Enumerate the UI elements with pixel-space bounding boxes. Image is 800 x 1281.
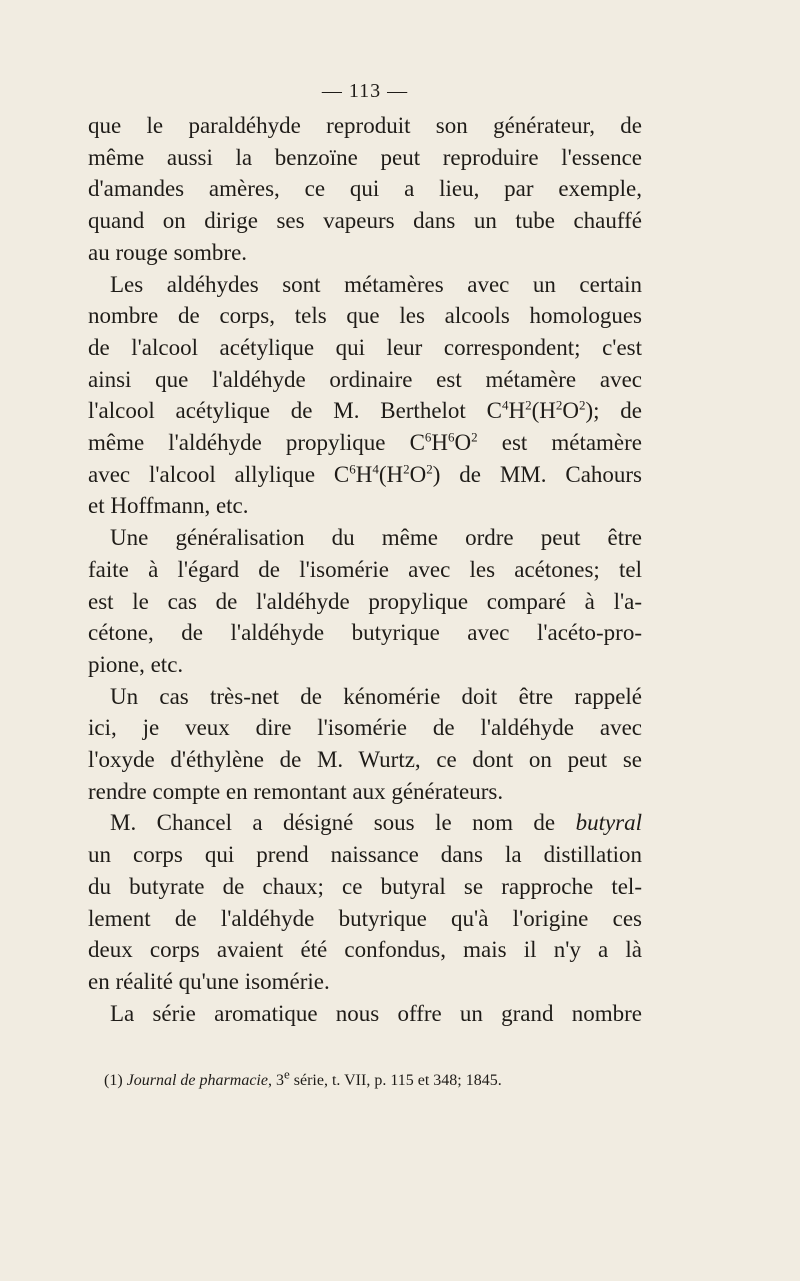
text-fragment: même l'aldéhyde propylique bbox=[88, 430, 386, 456]
text-line: lement de l'aldéhyde butyrique qu'à l'origine ces bbox=[88, 905, 642, 931]
text-line: ainsi que l'aldéhyde ordinaire est métamère avec bbox=[88, 366, 642, 392]
text-line: nombre de corps, tels que les alcools homologues bbox=[88, 303, 642, 329]
text-line: faite à l'égard de l'isomérie avec les acétones; tel bbox=[88, 556, 642, 582]
text-line-with-italic bbox=[88, 807, 642, 839]
paragraph-5 bbox=[88, 807, 642, 997]
text-line: rendre compte en remontant aux générateurs. bbox=[88, 778, 504, 804]
body-text bbox=[88, 110, 642, 1029]
footnote-series: 3e bbox=[275, 1066, 290, 1089]
text-line: La série aromatique nous offre un grand nombre bbox=[110, 1000, 642, 1026]
text-line: en réalité qu'une isomérie. bbox=[88, 968, 330, 994]
text-line: un corps qui prend naissance dans la distillation bbox=[88, 842, 642, 868]
text-line-with-formula bbox=[88, 395, 642, 427]
page-number: — 113 — bbox=[321, 80, 409, 102]
text-line: Un cas très-net de kénomérie doit être rappelé bbox=[110, 683, 642, 709]
text-line: deux corps avaient été confondus, mais il n'y a là bbox=[88, 937, 642, 963]
text-line: quand on dirige ses vapeurs dans un tube chauffé bbox=[88, 208, 642, 234]
paragraph-2 bbox=[88, 269, 642, 523]
text-line: ici, je veux dire l'isomérie de l'aldéhyde avec bbox=[88, 715, 642, 741]
text-line: l'oxyde d'éthylène de M. Wurtz, ce dont on peut se bbox=[88, 747, 642, 773]
text-line: de l'alcool acétylique qui leur correspondent; c'est bbox=[88, 334, 642, 360]
text-line: et Hoffmann, etc. bbox=[88, 493, 249, 519]
text-fragment: l'alcool acétylique de M. Berthelot bbox=[88, 398, 466, 424]
italic-term: butyral bbox=[575, 810, 643, 836]
footnote: (1) Journal de pharmacie, 3e série, t. VII, p. 115 et 348; 1845. bbox=[104, 1066, 502, 1089]
text-line: même aussi la benzoïne peut reproduire l'essence bbox=[88, 144, 642, 170]
text-line: est le cas de l'aldéhyde propylique comparé à l'a- bbox=[88, 588, 642, 614]
text-fragment: avec l'alcool allylique bbox=[88, 461, 316, 487]
chemical-formula: $C^6H^4(H^2O^2)$ de MM. Cahours bbox=[333, 461, 643, 487]
footnote-marker: (1) bbox=[104, 1072, 123, 1089]
text-line: Une généralisation du même ordre peut être bbox=[110, 525, 642, 551]
chemical-formula: $C^6H^6O^2$ bbox=[409, 429, 478, 456]
text-line: d'amandes amères, ce qui a lieu, par exemple, bbox=[88, 176, 642, 202]
paragraph-1 bbox=[88, 110, 642, 269]
text-line: cétone, de l'aldéhyde butyrique avec l'acéto-pro- bbox=[88, 620, 642, 646]
chemical-formula: $C^4H^2(H^2O^2)$; de bbox=[486, 397, 643, 424]
text-fragment: est métamère bbox=[501, 430, 643, 456]
text-fragment: M. Chancel a désigné sous le nom de bbox=[110, 810, 556, 836]
paragraph-6 bbox=[88, 998, 642, 1030]
footnote-citation: série, t. VII, p. 115 et 348; 1845. bbox=[293, 1072, 502, 1089]
text-line: pione, etc. bbox=[88, 651, 184, 677]
text-line: que le paraldéhyde reproduit son générateur, de bbox=[88, 113, 642, 138]
paragraph-3 bbox=[88, 522, 642, 681]
paragraph-4 bbox=[88, 681, 642, 808]
text-line-with-formula bbox=[88, 427, 642, 459]
text-line-with-formula bbox=[88, 459, 642, 491]
text-line: du butyrate de chaux; ce butyral se rapproche tel- bbox=[88, 873, 642, 899]
footnote-journal: Journal de pharmacie bbox=[126, 1072, 268, 1089]
text-line: au rouge sombre. bbox=[88, 239, 248, 265]
text-line: Les aldéhydes sont métamères avec un certain bbox=[110, 271, 642, 297]
